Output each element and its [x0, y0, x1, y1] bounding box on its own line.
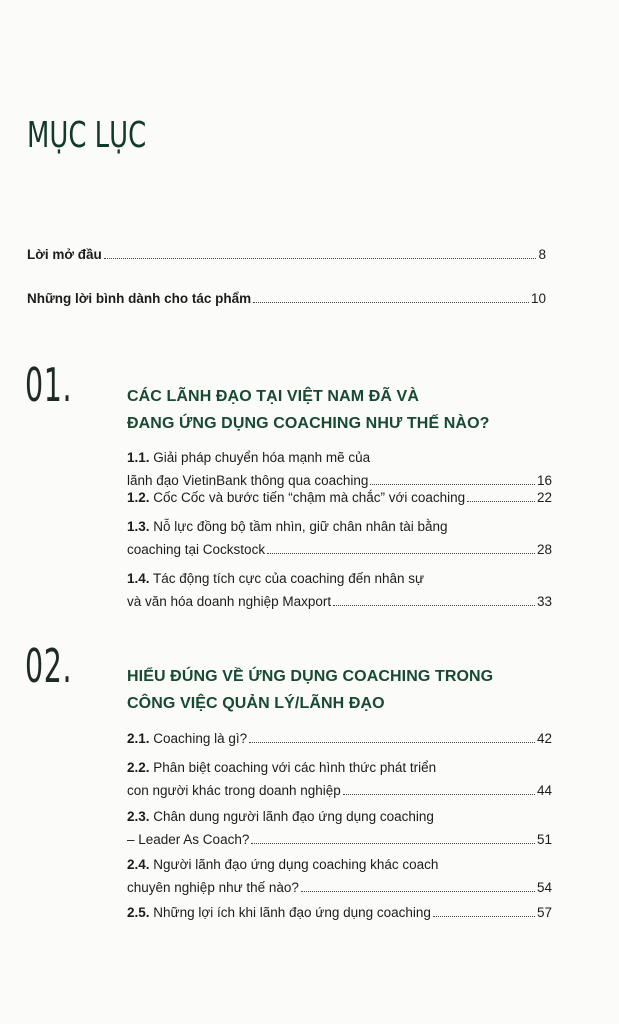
toc-section-2-5[interactable]	[127, 901, 552, 924]
leader-dots	[433, 916, 535, 917]
chapter-title-line: CÁC LÃNH ĐẠO TẠI VIỆT NAM ĐÃ VÀ	[127, 388, 419, 405]
leader-dots	[249, 742, 535, 743]
toc-entry-preface[interactable]	[27, 246, 546, 264]
section-number: 2.5.	[127, 905, 150, 920]
section-number: 2.3.	[127, 809, 150, 824]
section-title-line1: Chân dung người lãnh đạo ứng dụng coaching	[153, 809, 434, 824]
section-number: 2.4.	[127, 857, 150, 872]
section-title-line2: con người khác trong doanh nghiệp	[127, 783, 341, 798]
section-title-line2: coaching tại Cockstock	[127, 542, 266, 557]
section-number: 2.2.	[127, 760, 150, 775]
section-title-line1: Phân biệt coaching với các hình thức phát triển	[153, 760, 437, 775]
section-title: Coaching là gì?	[153, 731, 248, 746]
leader-dots	[104, 258, 537, 259]
chapter-title	[127, 663, 557, 717]
leader-dots	[343, 794, 535, 795]
toc-section-2-1[interactable]	[127, 727, 552, 750]
chapter-number: 02.	[25, 639, 73, 693]
page-number: 51	[536, 832, 552, 847]
page-number: 8	[538, 247, 546, 262]
entry-label: Những lời bình dành cho tác phẩm	[27, 291, 252, 306]
page-number: 54	[536, 880, 552, 895]
section-number: 2.1.	[127, 731, 150, 746]
section-title-line2: – Leader As Coach?	[127, 832, 250, 847]
page-number: 57	[536, 905, 552, 920]
section-title-line1: Nỗ lực đồng bộ tầm nhìn, giữ chân nhân tài bằng	[153, 519, 448, 534]
section-title: Những lợi ích khi lãnh đạo ứng dụng coaching	[153, 905, 431, 920]
section-number: 1.1.	[127, 450, 150, 465]
section-title: Cốc Cốc và bước tiến “chậm mà chắc” với coaching	[153, 490, 466, 505]
entry-label: Lời mở đầu	[27, 247, 102, 262]
toc-entry-reviews[interactable]	[27, 290, 546, 308]
toc-section-1-4[interactable]	[127, 567, 552, 613]
leader-dots	[370, 484, 535, 485]
leader-dots	[251, 843, 535, 844]
page-title: MỤC LỤC	[27, 115, 147, 156]
toc-section-1-3[interactable]	[127, 515, 552, 561]
toc-section-2-3[interactable]	[127, 805, 552, 851]
section-title-line1: Giải pháp chuyển hóa mạnh mẽ của	[153, 450, 371, 465]
leader-dots	[253, 302, 529, 303]
page-number: 22	[536, 490, 552, 505]
chapter-title-line: HIỂU ĐÚNG VỀ ỨNG DỤNG COACHING TRONG	[127, 668, 494, 685]
section-number: 1.2.	[127, 490, 150, 505]
page-number: 10	[530, 291, 546, 306]
section-title-line1: Người lãnh đạo ứng dụng coaching khác coach	[153, 857, 439, 872]
leader-dots	[301, 891, 535, 892]
leader-dots	[333, 605, 535, 606]
section-title-line2: chuyên nghiệp như thế nào?	[127, 880, 299, 895]
page-number: 16	[536, 473, 552, 488]
toc-section-2-2[interactable]	[127, 756, 552, 802]
page-number: 28	[536, 542, 552, 557]
section-title-line2: lãnh đạo VietinBank thông qua coaching	[127, 473, 369, 488]
page-number: 44	[536, 783, 552, 798]
toc-section-2-4[interactable]	[127, 853, 552, 899]
leader-dots	[267, 553, 535, 554]
section-number: 1.4.	[127, 571, 150, 586]
chapter-title-line: ĐANG ỨNG DỤNG COACHING NHƯ THẾ NÀO?	[127, 415, 490, 432]
section-title-line2: và văn hóa doanh nghiệp Maxport	[127, 594, 332, 609]
section-title-line1: Tác động tích cực của coaching đến nhân sự	[153, 571, 425, 586]
page-number: 33	[536, 594, 552, 609]
section-number: 1.3.	[127, 519, 150, 534]
page-number: 42	[536, 731, 552, 746]
chapter-title-line: CÔNG VIỆC QUẢN LÝ/LÃNH ĐẠO	[127, 695, 385, 712]
toc-section-1-2[interactable]	[127, 486, 552, 509]
chapter-number: 01.	[25, 358, 73, 412]
chapter-title	[127, 383, 557, 437]
leader-dots	[467, 501, 535, 502]
